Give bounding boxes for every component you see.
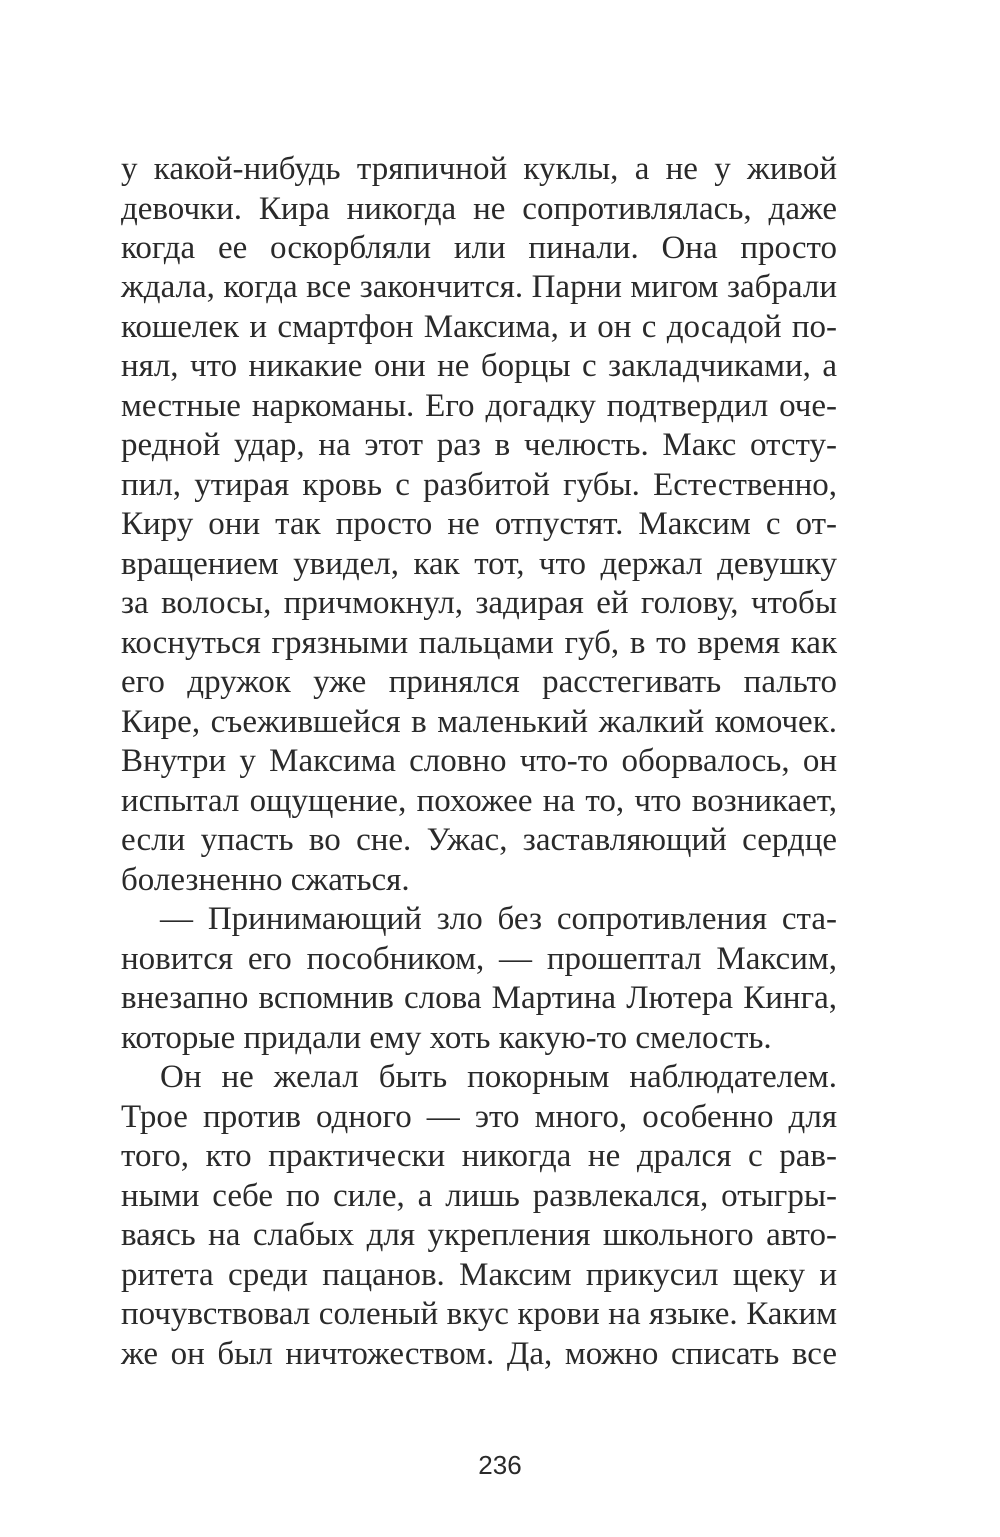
text-line: за волосы, причмокнул, задирая ей голову, чтобы bbox=[121, 585, 837, 621]
text-line: Он не желал быть покорным наблюдателем. bbox=[160, 1059, 837, 1095]
text-line: которые придали ему хоть какую-то смелость. bbox=[121, 1020, 772, 1056]
text-line: местные наркоманы. Его догадку подтвердил оче- bbox=[121, 388, 837, 424]
text-line: того, кто практически никогда не дрался с рав- bbox=[121, 1138, 837, 1174]
text-line: ными себе по силе, а лишь развлекался, отыгры- bbox=[121, 1178, 837, 1214]
page-number: 236 bbox=[478, 1450, 522, 1480]
text-line: коснуться грязными пальцами губ, в то время как bbox=[121, 625, 837, 661]
text-line: вращением увидел, как тот, что держал девушку bbox=[121, 546, 837, 582]
text-line: Кире, съежившейся в маленький жалкий комочек. bbox=[121, 704, 837, 740]
text-line: когда ее оскорбляли или пинали. Она просто bbox=[121, 230, 837, 266]
text-line: ритета среди пацанов. Максим прикусил щеку и bbox=[121, 1257, 837, 1293]
text-line: новится его пособником, — прошептал Максим, bbox=[121, 941, 837, 977]
text-line: пил, утирая кровь с разбитой губы. Естественно, bbox=[121, 467, 837, 503]
text-line: испытал ощущение, похожее на то, что возникает, bbox=[121, 783, 837, 819]
text-line: болезненно сжаться. bbox=[121, 862, 410, 898]
text-line: Киру они так просто не отпустят. Максим с от- bbox=[121, 506, 837, 542]
text-line: девочки. Кира никогда не сопротивлялась, даже bbox=[121, 191, 837, 227]
text-line: если упасть во сне. Ужас, заставляющий сердце bbox=[121, 822, 837, 858]
text-line: нял, что никакие они не борцы с закладчиками, а bbox=[121, 348, 837, 384]
text-line: — Принимающий зло без сопротивления ста- bbox=[160, 901, 837, 937]
text-line: Внутри у Максима словно что-то оборвалось, он bbox=[121, 743, 837, 779]
text-line: внезапно вспомнив слова Мартина Лютера Кинга, bbox=[121, 980, 837, 1016]
text-line: Трое против одного — это много, особенно для bbox=[121, 1099, 837, 1135]
text-line: кошелек и смартфон Максима, и он с досадой по- bbox=[121, 309, 837, 345]
text-line: у какой-нибудь тряпичной куклы, а не у живой bbox=[121, 151, 837, 187]
text-line: ждала, когда все закончится. Парни мигом забрали bbox=[121, 269, 837, 305]
text-line: ваясь на слабых для укрепления школьного авто- bbox=[121, 1217, 837, 1253]
text-line: его дружок уже принялся расстегивать пальто bbox=[121, 664, 837, 700]
text-line: редной удар, на этот раз в челюсть. Макс отсту- bbox=[121, 427, 837, 463]
text-line: же он был ничтожеством. Да, можно списать все bbox=[121, 1336, 837, 1372]
text-line: почувствовал соленый вкус крови на языке. Каким bbox=[121, 1296, 837, 1332]
